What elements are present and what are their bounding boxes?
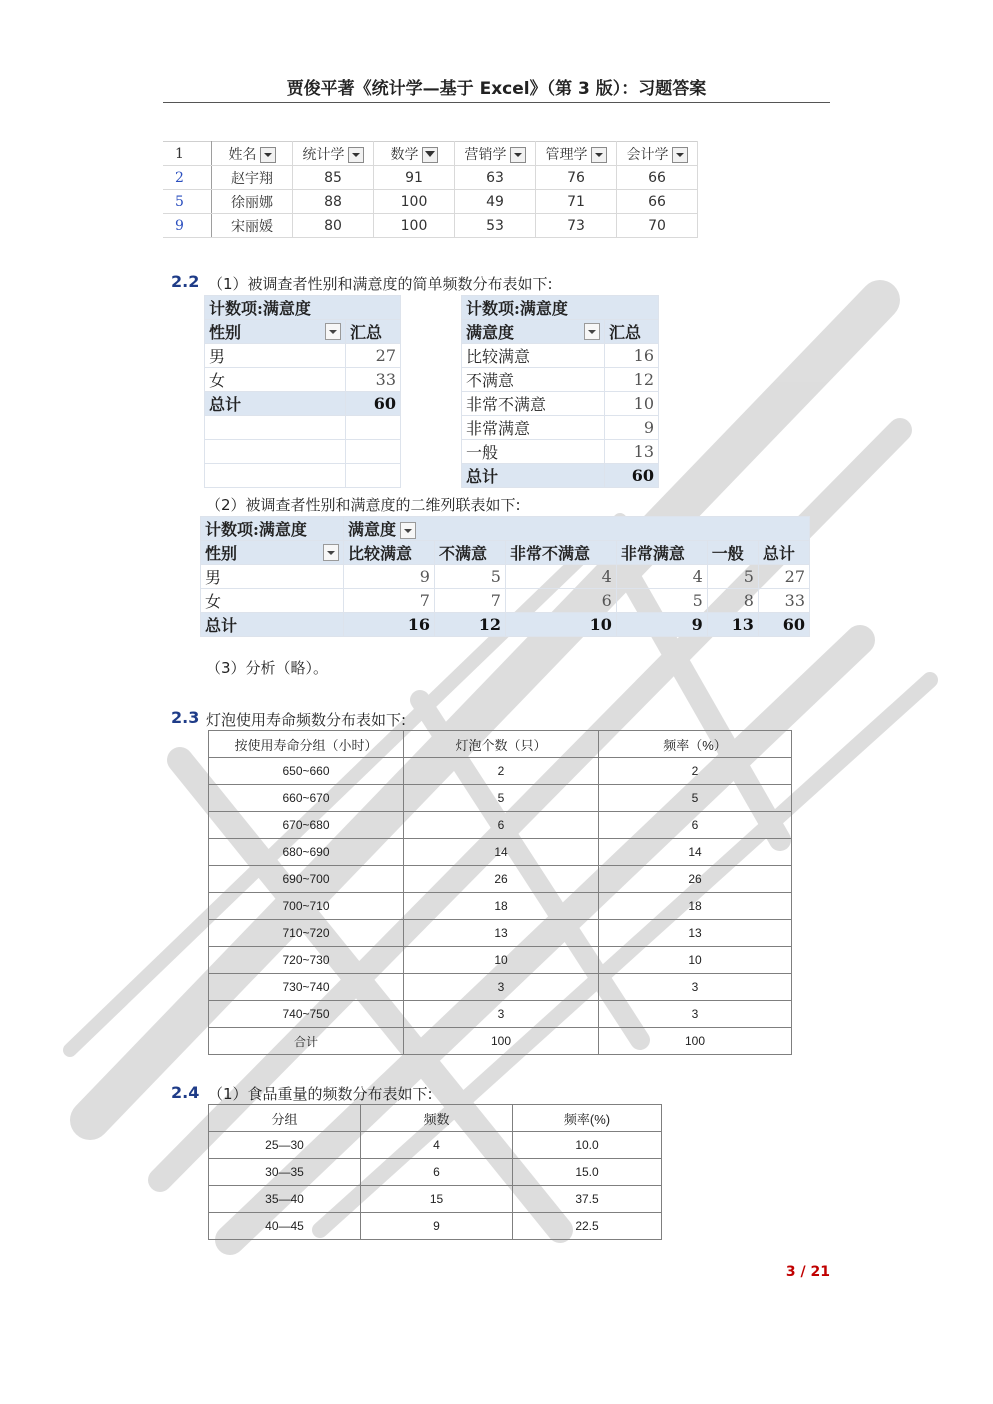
pivot-row: 非常满意 9 [462, 416, 659, 440]
table-cell: 26 [404, 866, 599, 893]
table-cell: 2 [404, 758, 599, 785]
crosstab-row: 女 7 7 6 5 8 33 [201, 589, 810, 613]
cell[interactable]: 63 [455, 166, 536, 190]
cell[interactable]: 91 [374, 166, 455, 190]
column-header: 总计 [758, 541, 809, 565]
table-cell: 10.0 [513, 1132, 662, 1159]
crosstab-title-row [201, 517, 810, 541]
cell[interactable]: 80 [293, 214, 374, 238]
table-cell: 100 [404, 1028, 599, 1055]
paragraph-2-4-intro: （1）食品重量的频数分布表如下: [208, 1085, 433, 1103]
row-number: 9 [163, 214, 212, 238]
table-cell: 合计 [209, 1028, 404, 1055]
table-row [209, 1028, 792, 1055]
table-row [209, 947, 792, 974]
pivot-title-row [205, 296, 401, 320]
excel-header-row [163, 142, 698, 166]
table-cell: 6 [404, 812, 599, 839]
table-row [209, 1186, 662, 1213]
empty-row [205, 416, 401, 440]
row-field-header[interactable]: 满意度 [462, 320, 605, 344]
table-cell: 35—40 [209, 1186, 361, 1213]
table-row [209, 893, 792, 920]
row-field-header[interactable]: 性别 [205, 320, 346, 344]
pivot-table-gender [204, 295, 401, 488]
table-cell: 3 [599, 1001, 792, 1028]
table-cell: 15 [361, 1186, 513, 1213]
column-header: 频率(%) [513, 1105, 662, 1132]
crosstab-title: 计数项:满意度 [201, 517, 344, 541]
table-cell: 22.5 [513, 1213, 662, 1240]
column-header[interactable]: 营销学 [455, 142, 536, 166]
section-number-2-3: 2.3 [171, 708, 200, 727]
table-cell: 740~750 [209, 1001, 404, 1028]
section-number-2-4: 2.4 [171, 1083, 200, 1102]
cell[interactable]: 70 [617, 214, 698, 238]
pivot-header-row [205, 320, 401, 344]
empty-row [205, 440, 401, 464]
table-cell: 2 [599, 758, 792, 785]
table-row [209, 812, 792, 839]
cell[interactable]: 100 [374, 190, 455, 214]
table-cell: 690~700 [209, 866, 404, 893]
pivot-row: 男 27 [205, 344, 401, 368]
dropdown-arrow-icon[interactable] [400, 522, 416, 539]
table-row [163, 190, 698, 214]
table-cell: 670~680 [209, 812, 404, 839]
table-cell: 710~720 [209, 920, 404, 947]
column-header: 比较满意 [344, 541, 435, 565]
pivot-row: 女 33 [205, 368, 401, 392]
table-cell: 13 [599, 920, 792, 947]
column-header: 分组 [209, 1105, 361, 1132]
cell[interactable]: 73 [536, 214, 617, 238]
column-header: 非常不满意 [505, 541, 616, 565]
table-row [209, 1213, 662, 1240]
table-cell: 3 [404, 1001, 599, 1028]
cell[interactable]: 71 [536, 190, 617, 214]
table-cell: 680~690 [209, 839, 404, 866]
table-cell: 700~710 [209, 893, 404, 920]
table-cell: 14 [404, 839, 599, 866]
table-cell: 37.5 [513, 1186, 662, 1213]
pivot-table-satisfaction [461, 295, 659, 488]
column-header[interactable]: 会计学 [617, 142, 698, 166]
sum-header: 汇总 [605, 320, 659, 344]
sum-header: 汇总 [346, 320, 401, 344]
table-cell: 40—45 [209, 1213, 361, 1240]
cell[interactable]: 53 [455, 214, 536, 238]
column-header: 非常满意 [616, 541, 707, 565]
row-number: 5 [163, 190, 212, 214]
dropdown-arrow-icon[interactable] [323, 544, 339, 561]
table-cell: 3 [404, 974, 599, 1001]
column-header: 频数 [361, 1105, 513, 1132]
pivot-row: 一般 13 [462, 440, 659, 464]
filter-dropdown-icon[interactable] [348, 147, 364, 163]
table-cell: 13 [404, 920, 599, 947]
table-cell: 15.0 [513, 1159, 662, 1186]
pivot-total-row: 总计 60 [462, 464, 659, 488]
empty-row [205, 464, 401, 488]
page-header-title: 贾俊平著《统计学—基于 Excel》（第 3 版）：习题答案 [286, 79, 707, 99]
cell[interactable]: 49 [455, 190, 536, 214]
dropdown-arrow-icon[interactable] [584, 323, 600, 340]
table-cell: 10 [404, 947, 599, 974]
pivot-row: 比较满意 16 [462, 344, 659, 368]
table-row [163, 166, 698, 190]
cell[interactable]: 66 [617, 190, 698, 214]
section-number-2-2: 2.2 [171, 272, 200, 291]
header-divider [163, 102, 830, 103]
table-cell: 9 [361, 1213, 513, 1240]
column-header[interactable]: 管理学 [536, 142, 617, 166]
paragraph-2-2-part1: （1）被调查者性别和满意度的简单频数分布表如下: [208, 275, 553, 293]
table-header-row [209, 1105, 662, 1132]
food-weight-table [208, 1104, 662, 1240]
page-number: 3 / 21 [785, 1264, 830, 1280]
table-cell: 30—35 [209, 1159, 361, 1186]
pivot-header-row [462, 320, 659, 344]
cell[interactable]: 66 [617, 166, 698, 190]
crosstab-total-row: 总计 16 12 10 9 13 60 [201, 613, 810, 637]
table-row [209, 1159, 662, 1186]
filter-dropdown-icon[interactable] [260, 147, 276, 163]
pivot-total-row: 总计 60 [205, 392, 401, 416]
crosstab-gender-satisfaction [200, 516, 810, 637]
table-cell: 14 [599, 839, 792, 866]
cell[interactable]: 赵宇翔 [212, 166, 293, 190]
table-cell: 100 [599, 1028, 792, 1055]
filter-dropdown-icon[interactable] [672, 147, 688, 163]
table-cell: 730~740 [209, 974, 404, 1001]
column-header: 灯泡个数（只） [404, 731, 599, 758]
column-header: 不满意 [434, 541, 505, 565]
pivot-title: 计数项:满意度 [205, 296, 401, 320]
pivot-row: 非常不满意 10 [462, 392, 659, 416]
table-row [209, 758, 792, 785]
table-row [209, 785, 792, 812]
table-cell: 650~660 [209, 758, 404, 785]
row-field-header[interactable]: 性别 [201, 541, 344, 565]
filter-funnel-icon[interactable] [422, 147, 438, 163]
excel-filter-table [163, 141, 698, 238]
table-cell: 3 [599, 974, 792, 1001]
column-field-header[interactable]: 满意度 [344, 517, 810, 541]
table-cell: 18 [599, 893, 792, 920]
pivot-title: 计数项:满意度 [462, 296, 659, 320]
cell[interactable]: 宋丽媛 [212, 214, 293, 238]
table-cell: 720~730 [209, 947, 404, 974]
table-cell: 26 [599, 866, 792, 893]
paragraph-2-2-part3: （3）分析（略）。 [206, 659, 329, 677]
table-cell: 6 [361, 1159, 513, 1186]
filter-dropdown-icon[interactable] [510, 147, 526, 163]
table-row [163, 214, 698, 238]
crosstab-header-row [201, 541, 810, 565]
cell[interactable]: 徐丽娜 [212, 190, 293, 214]
column-header: 一般 [707, 541, 758, 565]
column-header: 频率（%） [599, 731, 792, 758]
table-row [209, 866, 792, 893]
cell[interactable]: 85 [293, 166, 374, 190]
table-row [209, 1001, 792, 1028]
cell[interactable]: 88 [293, 190, 374, 214]
cell[interactable]: 100 [374, 214, 455, 238]
table-row [209, 1132, 662, 1159]
table-cell: 660~670 [209, 785, 404, 812]
bulb-lifetime-table [208, 730, 792, 1055]
table-row [209, 974, 792, 1001]
table-cell: 6 [599, 812, 792, 839]
table-cell: 4 [361, 1132, 513, 1159]
table-cell: 5 [404, 785, 599, 812]
table-cell: 5 [599, 785, 792, 812]
pivot-row: 不满意 12 [462, 368, 659, 392]
column-header[interactable]: 统计学 [293, 142, 374, 166]
pivot-title-row [462, 296, 659, 320]
dropdown-arrow-icon[interactable] [325, 323, 341, 340]
column-header[interactable]: 数学 [374, 142, 455, 166]
paragraph-2-2-part2: （2）被调查者性别和满意度的二维列联表如下: [206, 496, 521, 514]
table-row [209, 839, 792, 866]
table-cell: 25—30 [209, 1132, 361, 1159]
paragraph-2-3-intro: 灯泡使用寿命频数分布表如下: [206, 711, 407, 729]
table-header-row [209, 731, 792, 758]
table-row [209, 920, 792, 947]
table-cell: 10 [599, 947, 792, 974]
column-header[interactable]: 姓名 [212, 142, 293, 166]
column-header: 按使用寿命分组（小时） [209, 731, 404, 758]
crosstab-row: 男 9 5 4 4 5 27 [201, 565, 810, 589]
table-cell: 18 [404, 893, 599, 920]
row-number: 2 [163, 166, 212, 190]
filter-dropdown-icon[interactable] [591, 147, 607, 163]
cell[interactable]: 76 [536, 166, 617, 190]
row-number: 1 [163, 142, 212, 166]
